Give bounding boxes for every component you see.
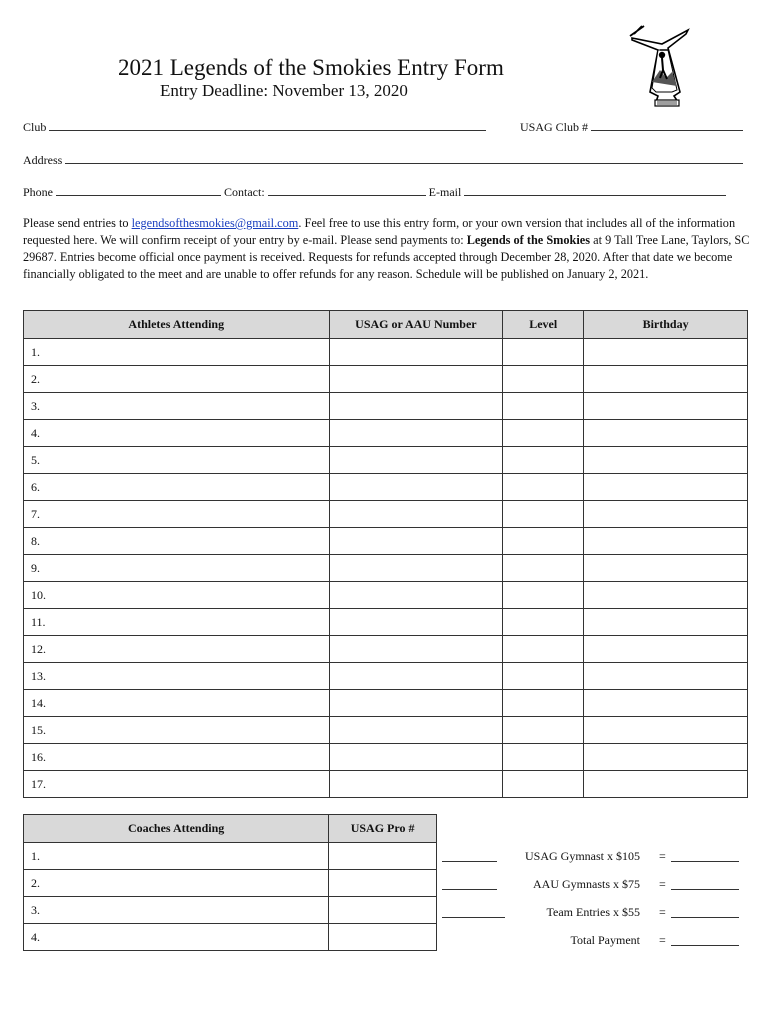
address-label: Address — [23, 153, 63, 167]
athlete-level-cell[interactable] — [503, 744, 584, 771]
athlete-number-cell[interactable] — [329, 501, 503, 528]
contact-label: Contact: — [224, 185, 265, 199]
athlete-level-cell[interactable] — [503, 474, 584, 501]
fee-label: AAU Gymnasts x $75 — [533, 877, 640, 891]
athlete-name-cell[interactable]: 5. — [24, 447, 330, 474]
coach-pro-number-cell[interactable] — [329, 870, 437, 897]
usag-total-field[interactable] — [671, 861, 739, 862]
usag-aau-number-header: USAG or AAU Number — [329, 311, 503, 339]
athlete-number-cell[interactable] — [329, 582, 503, 609]
coach-pro-number-cell[interactable] — [329, 843, 437, 870]
entry-deadline: Entry Deadline: November 13, 2020 — [160, 81, 408, 100]
fee-row-total — [442, 933, 742, 949]
total-payment-label: Total Payment — [570, 933, 640, 947]
athlete-number-cell[interactable] — [329, 528, 503, 555]
coaches-header-row — [24, 815, 437, 843]
coach-pro-number-cell[interactable] — [329, 924, 437, 951]
team-count-field[interactable] — [442, 917, 505, 918]
athlete-row — [24, 501, 748, 528]
coach-name-cell[interactable]: 3. — [24, 897, 329, 924]
athlete-number-cell[interactable] — [329, 690, 503, 717]
total-payment-field[interactable] — [671, 945, 739, 946]
instructions-text-1: Please send entries to — [23, 216, 132, 230]
athlete-birthday-cell[interactable] — [584, 663, 748, 690]
athlete-birthday-cell[interactable] — [584, 744, 748, 771]
athlete-name-cell[interactable]: 13. — [24, 663, 330, 690]
athlete-row — [24, 555, 748, 582]
athlete-level-cell[interactable] — [503, 771, 584, 798]
equals-sign: = — [659, 877, 666, 891]
athlete-birthday-cell[interactable] — [584, 528, 748, 555]
athlete-name-cell[interactable]: 6. — [24, 474, 330, 501]
athlete-row — [24, 393, 748, 420]
fee-label: USAG Gymnast x $105 — [524, 849, 640, 863]
athlete-birthday-cell[interactable] — [584, 717, 748, 744]
club-row — [23, 118, 486, 135]
athlete-name-cell[interactable]: 14. — [24, 690, 330, 717]
athlete-number-cell[interactable] — [329, 609, 503, 636]
level-header: Level — [503, 311, 584, 339]
athlete-number-cell[interactable] — [329, 447, 503, 474]
athlete-number-cell[interactable] — [329, 393, 503, 420]
athlete-row — [24, 690, 748, 717]
athlete-number-cell[interactable] — [329, 663, 503, 690]
equals-sign: = — [659, 933, 666, 947]
athlete-name-cell[interactable]: 12. — [24, 636, 330, 663]
athlete-birthday-cell[interactable] — [584, 339, 748, 366]
usag-club-field[interactable] — [591, 118, 743, 131]
athlete-level-cell[interactable] — [503, 393, 584, 420]
athlete-name-cell[interactable]: 4. — [24, 420, 330, 447]
athlete-row — [24, 744, 748, 771]
address-row — [23, 151, 743, 168]
payee-name: Legends of the Smokies — [466, 233, 591, 247]
arrowhead-logo — [622, 22, 700, 114]
instructions-text-2: . Feel free to use this entry form, or your own version that includes all of the information requested here. We will confirm receipt of your entry by e-mail. Please send payments to: — [23, 216, 736, 247]
entries-email-link[interactable]: legendsofthesmokies@gmail.com — [131, 216, 299, 230]
athlete-birthday-cell[interactable] — [584, 420, 748, 447]
athlete-birthday-cell[interactable] — [584, 555, 748, 582]
athlete-level-cell[interactable] — [503, 501, 584, 528]
aau-total-field[interactable] — [671, 889, 739, 890]
athlete-birthday-cell[interactable] — [584, 501, 748, 528]
usag-pro-header: USAG Pro # — [329, 815, 437, 843]
athlete-number-cell[interactable] — [329, 717, 503, 744]
athlete-birthday-cell[interactable] — [584, 609, 748, 636]
athlete-row — [24, 663, 748, 690]
phone-field[interactable] — [56, 183, 221, 196]
athlete-number-cell[interactable] — [329, 474, 503, 501]
athlete-name-cell[interactable]: 10. — [24, 582, 330, 609]
athlete-level-cell[interactable] — [503, 447, 584, 474]
athlete-row — [24, 717, 748, 744]
athlete-level-cell[interactable] — [503, 528, 584, 555]
athlete-name-cell[interactable]: 2. — [24, 366, 330, 393]
contact-field[interactable] — [268, 183, 426, 196]
birthday-header: Birthday — [584, 311, 748, 339]
fee-row-aau — [442, 877, 742, 893]
athlete-name-cell[interactable]: 17. — [24, 771, 330, 798]
instructions-text-3: at 9 Tall Tree Lane, Taylors, SC 29687. Entries become official once payment is received. Requests for refunds accepted through December 28, 2020. After that date we become financially obligated to the meet and are unable to offer refunds for any reason. Schedule will be published on January 2, 2021. — [23, 233, 750, 281]
fee-row-usag — [442, 849, 742, 865]
athlete-row — [24, 474, 748, 501]
athlete-number-cell[interactable] — [329, 771, 503, 798]
aau-count-field[interactable] — [442, 889, 497, 890]
athlete-number-cell[interactable] — [329, 636, 503, 663]
equals-sign: = — [659, 849, 666, 863]
address-field[interactable] — [65, 151, 743, 164]
athlete-row — [24, 609, 748, 636]
form-title: 2021 Legends of the Smokies Entry Form — [118, 55, 504, 80]
athlete-birthday-cell[interactable] — [584, 393, 748, 420]
athlete-birthday-cell[interactable] — [584, 636, 748, 663]
athlete-name-cell[interactable]: 9. — [24, 555, 330, 582]
athlete-number-cell[interactable] — [329, 744, 503, 771]
athlete-birthday-cell[interactable] — [584, 474, 748, 501]
athlete-number-cell[interactable] — [329, 366, 503, 393]
athlete-level-cell[interactable] — [503, 366, 584, 393]
athlete-level-cell[interactable] — [503, 339, 584, 366]
athlete-level-cell[interactable] — [503, 636, 584, 663]
athlete-level-cell[interactable] — [503, 690, 584, 717]
usag-club-label: USAG Club # — [520, 120, 589, 134]
fee-label: Team Entries x $55 — [546, 905, 640, 919]
athlete-row — [24, 771, 748, 798]
athlete-name-cell[interactable]: 8. — [24, 528, 330, 555]
athlete-name-cell[interactable]: 16. — [24, 744, 330, 771]
athlete-birthday-cell[interactable] — [584, 447, 748, 474]
usag-count-field[interactable] — [442, 861, 497, 862]
team-total-field[interactable] — [671, 917, 739, 918]
athlete-row — [24, 420, 748, 447]
coach-pro-number-cell[interactable] — [329, 897, 437, 924]
coaches-table — [23, 814, 437, 951]
athlete-level-cell[interactable] — [503, 717, 584, 744]
athlete-name-cell[interactable]: 15. — [24, 717, 330, 744]
email-label: E-mail — [428, 185, 462, 199]
club-field[interactable] — [49, 118, 486, 131]
coaches-header: Coaches Attending — [24, 815, 329, 843]
usag-club-row — [520, 118, 743, 135]
phone-label: Phone — [23, 185, 53, 199]
athlete-row — [24, 366, 748, 393]
athlete-row — [24, 636, 748, 663]
equals-sign: = — [659, 905, 666, 919]
athlete-name-cell[interactable]: 3. — [24, 393, 330, 420]
phone-row — [23, 183, 726, 200]
athlete-row — [24, 447, 748, 474]
athlete-birthday-cell[interactable] — [584, 582, 748, 609]
athlete-level-cell[interactable] — [503, 663, 584, 690]
athlete-row — [24, 582, 748, 609]
coach-name-cell[interactable]: 2. — [24, 870, 329, 897]
coach-row — [24, 897, 437, 924]
athlete-name-cell[interactable]: 1. — [24, 339, 330, 366]
coach-row — [24, 924, 437, 951]
athlete-number-cell[interactable] — [329, 420, 503, 447]
email-field[interactable] — [464, 183, 726, 196]
athletes-table — [23, 310, 748, 798]
athlete-birthday-cell[interactable] — [584, 690, 748, 717]
fee-row-team — [442, 905, 742, 921]
athlete-name-cell[interactable]: 7. — [24, 501, 330, 528]
coach-name-cell[interactable]: 4. — [24, 924, 329, 951]
club-label: Club — [23, 120, 47, 134]
athlete-level-cell[interactable] — [503, 420, 584, 447]
athlete-birthday-cell[interactable] — [584, 366, 748, 393]
athlete-row — [24, 528, 748, 555]
athletes-header-row — [24, 311, 748, 339]
athlete-level-cell[interactable] — [503, 582, 584, 609]
instructions-paragraph — [23, 215, 751, 283]
athlete-birthday-cell[interactable] — [584, 771, 748, 798]
coach-row — [24, 843, 437, 870]
athletes-header: Athletes Attending — [24, 311, 330, 339]
athlete-level-cell[interactable] — [503, 555, 584, 582]
athlete-level-cell[interactable] — [503, 609, 584, 636]
athlete-number-cell[interactable] — [329, 555, 503, 582]
coach-row — [24, 870, 437, 897]
athlete-name-cell[interactable]: 11. — [24, 609, 330, 636]
athlete-row — [24, 339, 748, 366]
coach-name-cell[interactable]: 1. — [24, 843, 329, 870]
athlete-number-cell[interactable] — [329, 339, 503, 366]
